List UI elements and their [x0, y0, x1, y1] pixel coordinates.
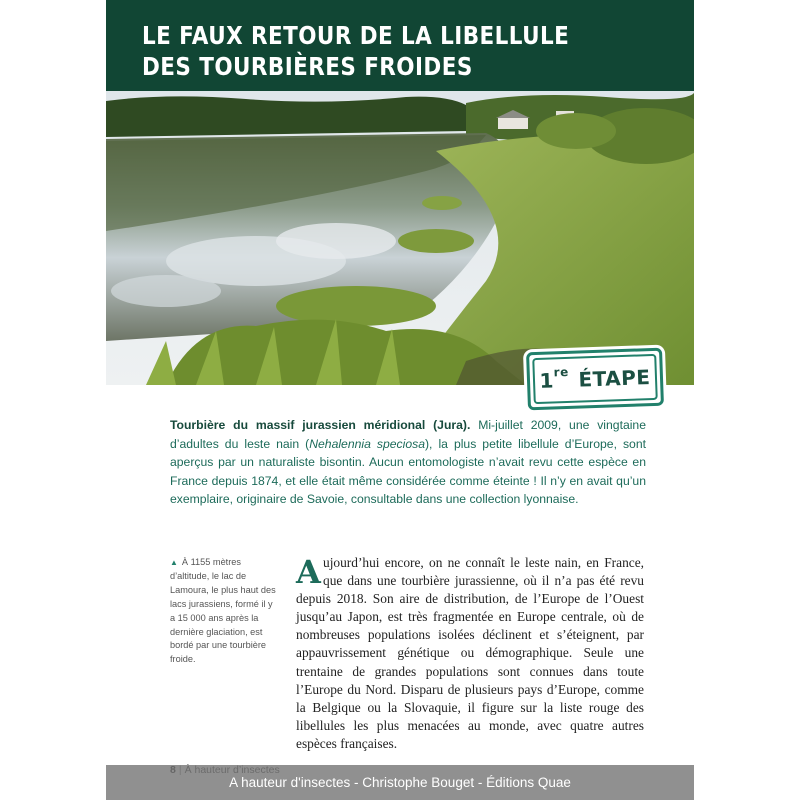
- lake-peatland-photo: [106, 91, 694, 385]
- photo-caption: [170, 556, 280, 667]
- stage-word: ÉTAPE: [578, 365, 651, 392]
- photo-caption-text: À 1155 mètres d’altitude, le lac de Lamoura, le plus haut des lacs jurassiens, formé il y a 15 000 ans après la dernière glaciation, est bordé par une tourbière froide.: [170, 557, 276, 665]
- stage-number: 1: [539, 368, 555, 393]
- stage-stamp-label: [532, 354, 658, 404]
- species-name: Nehalennia speciosa: [309, 436, 425, 451]
- chapter-header: [106, 0, 694, 100]
- stage-number-suffix: re: [553, 364, 569, 380]
- credit-bar: [106, 765, 694, 800]
- drop-cap: A: [296, 553, 321, 591]
- intro-lead: Tourbière du massif jurassien méridional (Jura).: [170, 418, 471, 432]
- intro-paragraph: [170, 416, 646, 509]
- stage-stamp: [526, 348, 664, 411]
- book-page: [106, 0, 694, 800]
- intro-text-after-species: ), la plus petite libellule d’Europe, sont aperçus par un naturaliste bisontin. Aucun entomologiste n’avait revu cette espèce en France depuis 1874, et elle était même considérée comme éteinte ! Il n’y en avait qu’un exemplaire, originaire de Savoie, consultable dans une collection lyonnaise.: [170, 436, 647, 506]
- body-paragraph-text: ujourd’hui encore, on ne connaît le leste nain, en France, que dans une tourbière jurassienne, où il n’a pas été revu depuis 2018. Son aire de distribution, de l’Europe de l’Ouest jusqu’au Japon, est très fragmentée en Europe centrale, où de nombreuses populations isolées déclinent et s’éteignent, par appauvrissement génétique ou démographique. Seule une trentaine de grandes populations sont connues dans toute l’Europe du Nord. Disparu de plusieurs pays d’Europe, comme la Belgique ou la Slovaquie, il figure sur la liste rouge des libellules les plus menacées au monde, avec quatre autres espèces françaises.: [296, 555, 644, 751]
- chapter-title-line-2: DES TOURBIÈRES FROIDES: [142, 52, 473, 81]
- chapter-title: [142, 20, 589, 82]
- triangle-up-icon: ▲: [170, 558, 178, 567]
- body-paragraph: [296, 554, 644, 753]
- credit-text: A hauteur d'insectes - Christophe Bouget - Éditions Quae: [229, 775, 571, 790]
- chapter-title-line-1: LE FAUX RETOUR DE LA LIBELLULE: [142, 21, 570, 50]
- intro-text-before-species: Mi-juillet 2009, une vingtaine d’adultes du leste nain (: [170, 418, 646, 451]
